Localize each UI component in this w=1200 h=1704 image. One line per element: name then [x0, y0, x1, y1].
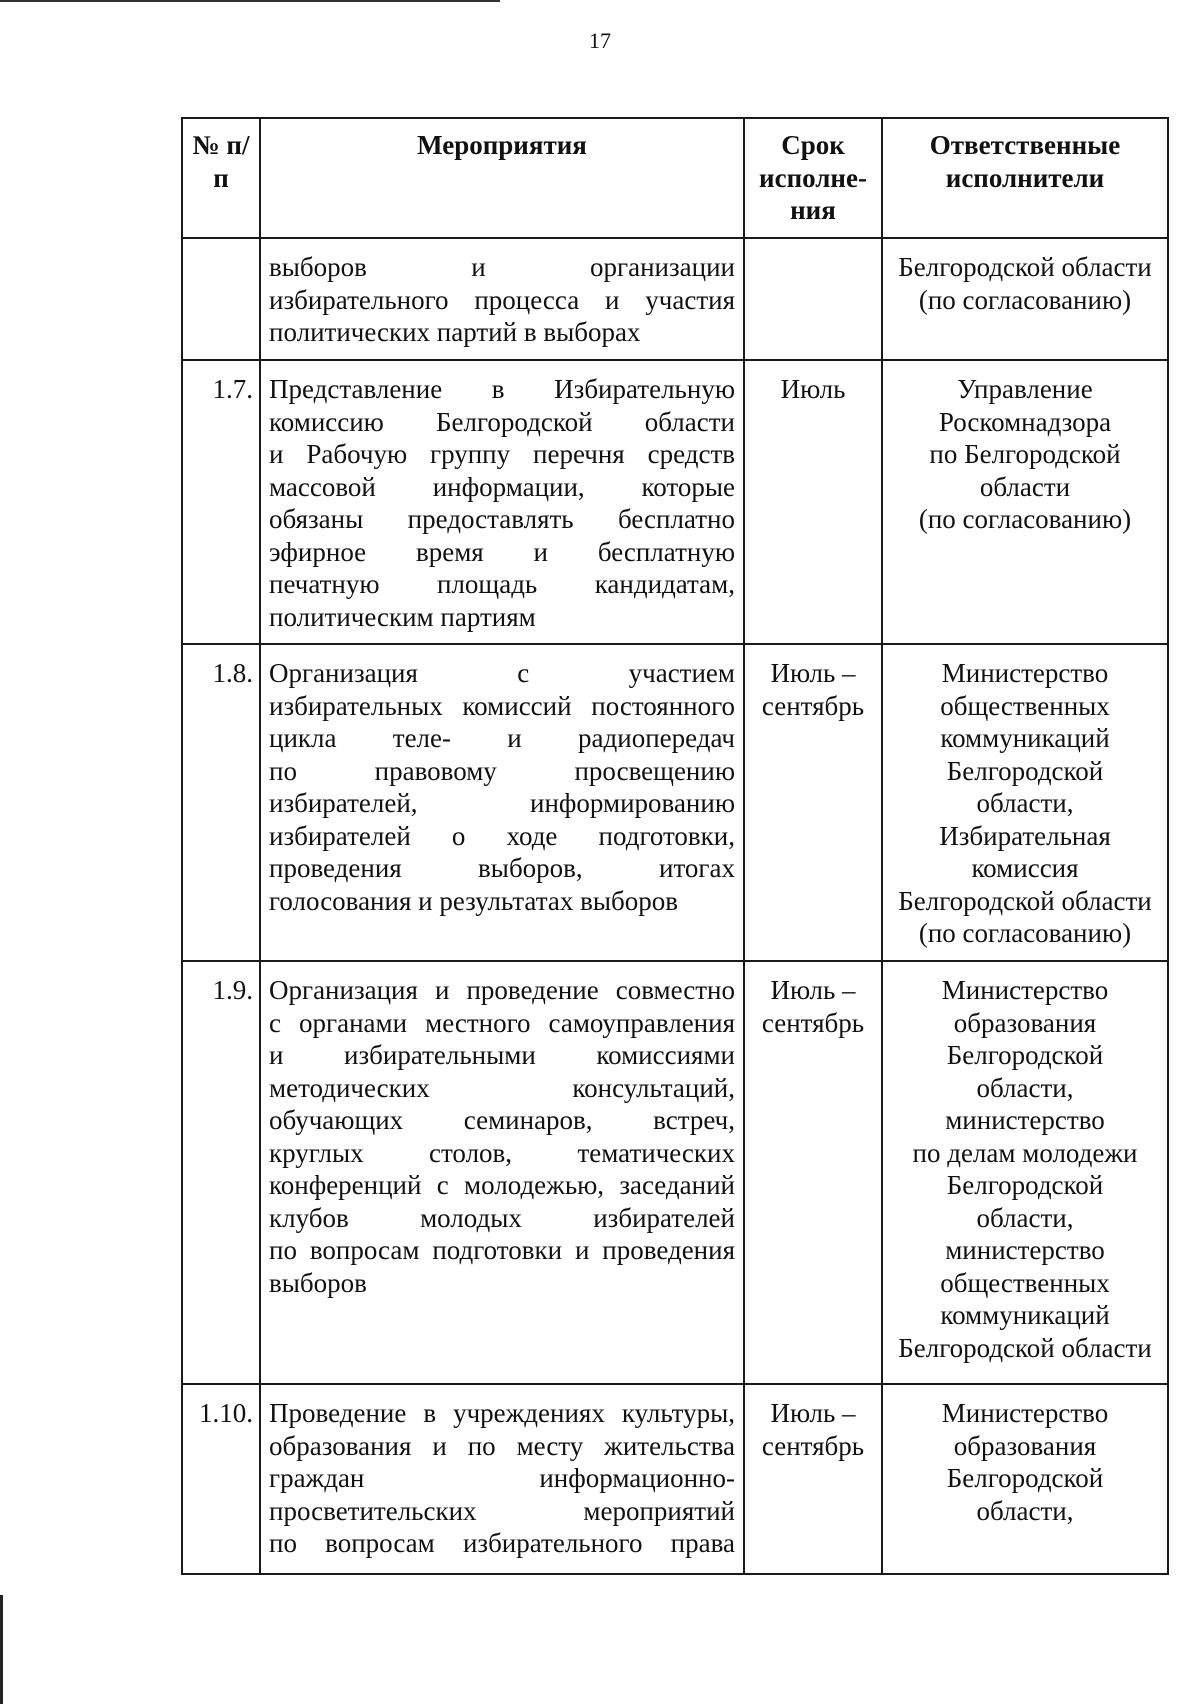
top-scan-rule	[0, 0, 500, 2]
event-line: и избирательными комиссиями	[269, 1040, 735, 1070]
event-line: печатную площадь кандидатам,	[269, 569, 735, 599]
event-line: Проведение в учреждениях культуры,	[269, 1398, 735, 1428]
responsible-line: Белгородской	[946, 1040, 1104, 1070]
term-line: сентябрь	[761, 1430, 865, 1461]
term-line: Июль –	[770, 658, 856, 688]
event-line: голосования и результатах выборов	[269, 885, 678, 916]
event-line: политических партий в выборах	[269, 317, 641, 347]
responsible-line: области,	[976, 1495, 1074, 1526]
page-number: 17	[589, 28, 611, 53]
responsible-line: Белгородской области	[898, 1332, 1152, 1363]
responsible-executors	[882, 360, 1168, 644]
responsible-line: коммуникаций	[940, 723, 1110, 753]
event-line: Организация и проведение совместно	[269, 975, 735, 1005]
row-number: 1.9.	[182, 961, 260, 1384]
events-table	[181, 117, 1169, 1575]
responsible-line: Управление	[957, 374, 1093, 404]
responsible-line: министерство	[945, 1235, 1105, 1265]
header-num: № п/п	[182, 118, 260, 238]
responsible-line: Избирательная	[939, 820, 1111, 851]
responsible-executors	[882, 644, 1168, 961]
responsible-executors	[882, 238, 1168, 360]
event-line: комиссию Белгородской области	[269, 406, 735, 437]
event-term	[744, 961, 882, 1384]
event-term	[744, 238, 882, 360]
event-line: клубов молодых избирателей	[269, 1202, 735, 1233]
responsible-line: (по согласованию)	[918, 504, 1132, 534]
responsible-line: Министерство	[941, 1398, 1109, 1428]
table-body	[182, 238, 1168, 1574]
event-line: эфирное время и бесплатную	[269, 536, 735, 567]
responsible-line: области,	[976, 1072, 1074, 1103]
header-events: Мероприятия	[260, 118, 744, 238]
responsible-line: министерство	[945, 1105, 1105, 1135]
responsible-executors	[882, 961, 1168, 1384]
event-line: обязаны предоставлять бесплатно	[269, 504, 735, 534]
row-number: 1.10.	[182, 1384, 260, 1574]
event-line: политическим партиям	[269, 601, 536, 632]
responsible-line: Белгородской области	[898, 252, 1152, 282]
responsible-line: области,	[976, 788, 1074, 818]
term-line: Июль	[780, 374, 846, 404]
event-line: по вопросам избирательного права	[269, 1528, 735, 1558]
event-line: граждан информационно-	[269, 1463, 735, 1493]
responsible-line: Министерство	[941, 658, 1109, 688]
responsible-line: Министерство	[941, 975, 1109, 1005]
table-row	[182, 1384, 1168, 1574]
header-term: Срок исполне- ния	[744, 118, 882, 238]
term-line: Июль –	[770, 975, 856, 1005]
responsible-line: области	[979, 471, 1071, 502]
event-description	[260, 1384, 744, 1574]
responsible-line: области,	[976, 1202, 1074, 1233]
table-row	[182, 644, 1168, 961]
event-term	[744, 1384, 882, 1574]
event-term	[744, 644, 882, 961]
event-line: методических консультаций,	[269, 1072, 735, 1103]
responsible-line: комиссия	[971, 853, 1079, 883]
event-description	[260, 238, 744, 360]
responsible-executors	[882, 1384, 1168, 1574]
responsible-line: (по согласованию)	[918, 284, 1132, 315]
event-line: Организация с участием	[269, 658, 735, 688]
event-line: избирательного процесса и участия	[269, 284, 735, 315]
event-description	[260, 360, 744, 644]
event-line: избирателей, информированию	[269, 788, 735, 818]
event-line: избирательных комиссий постоянного	[269, 690, 735, 721]
responsible-line: общественных	[940, 1267, 1110, 1298]
event-line: конференций с молодежью, заседаний	[269, 1170, 735, 1200]
event-line: просветительских мероприятий	[269, 1495, 735, 1526]
responsible-line: Белгородской	[946, 1463, 1104, 1493]
row-number	[182, 238, 260, 360]
responsible-line: по Белгородской	[929, 439, 1121, 469]
responsible-line: Белгородской области	[898, 885, 1152, 916]
responsible-line: Роскомнадзора	[938, 406, 1112, 437]
event-line: массовой информации, которые	[269, 471, 735, 502]
row-number: 1.8.	[182, 644, 260, 961]
event-line: избирателей о ходе подготовки,	[269, 820, 735, 851]
event-description	[260, 644, 744, 961]
event-line: с органами местного самоуправления	[269, 1007, 735, 1038]
event-line: по правовому просвещению	[269, 755, 735, 786]
responsible-line: общественных	[940, 690, 1110, 721]
event-line: обучающих семинаров, встреч,	[269, 1105, 735, 1135]
event-description	[260, 961, 744, 1384]
row-number: 1.7.	[182, 360, 260, 644]
term-line: Июль –	[770, 1398, 856, 1428]
event-line: круглых столов, тематических	[269, 1137, 735, 1168]
table-row	[182, 360, 1168, 644]
event-line: образования и по месту жительства	[269, 1430, 735, 1461]
table-row	[182, 238, 1168, 360]
responsible-line: (по согласованию)	[918, 918, 1132, 948]
term-line: сентябрь	[761, 1007, 865, 1038]
event-line: Представление в Избирательную	[269, 374, 735, 404]
event-line: по вопросам подготовки и проведения	[269, 1235, 735, 1265]
responsible-line: образования	[953, 1430, 1097, 1461]
event-line: и Рабочую группу перечня средств	[269, 439, 735, 469]
responsible-line: образования	[953, 1007, 1097, 1038]
table-row	[182, 961, 1168, 1384]
term-line: сентябрь	[761, 690, 865, 721]
event-line: выборов и организации	[269, 252, 735, 282]
responsible-line: Белгородской	[946, 755, 1104, 786]
event-line: цикла теле- и радиопередач	[269, 723, 735, 753]
header-responsible: Ответственные исполнители	[882, 118, 1168, 238]
event-term	[744, 360, 882, 644]
table-header-row	[182, 118, 1168, 238]
event-line: проведения выборов, итогах	[269, 853, 735, 883]
event-line: выборов	[269, 1267, 367, 1298]
responsible-line: коммуникаций	[940, 1300, 1110, 1330]
scan-margin-mark	[0, 1595, 3, 1704]
responsible-line: по делам молодежи	[912, 1137, 1138, 1168]
responsible-line: Белгородской	[946, 1170, 1104, 1200]
